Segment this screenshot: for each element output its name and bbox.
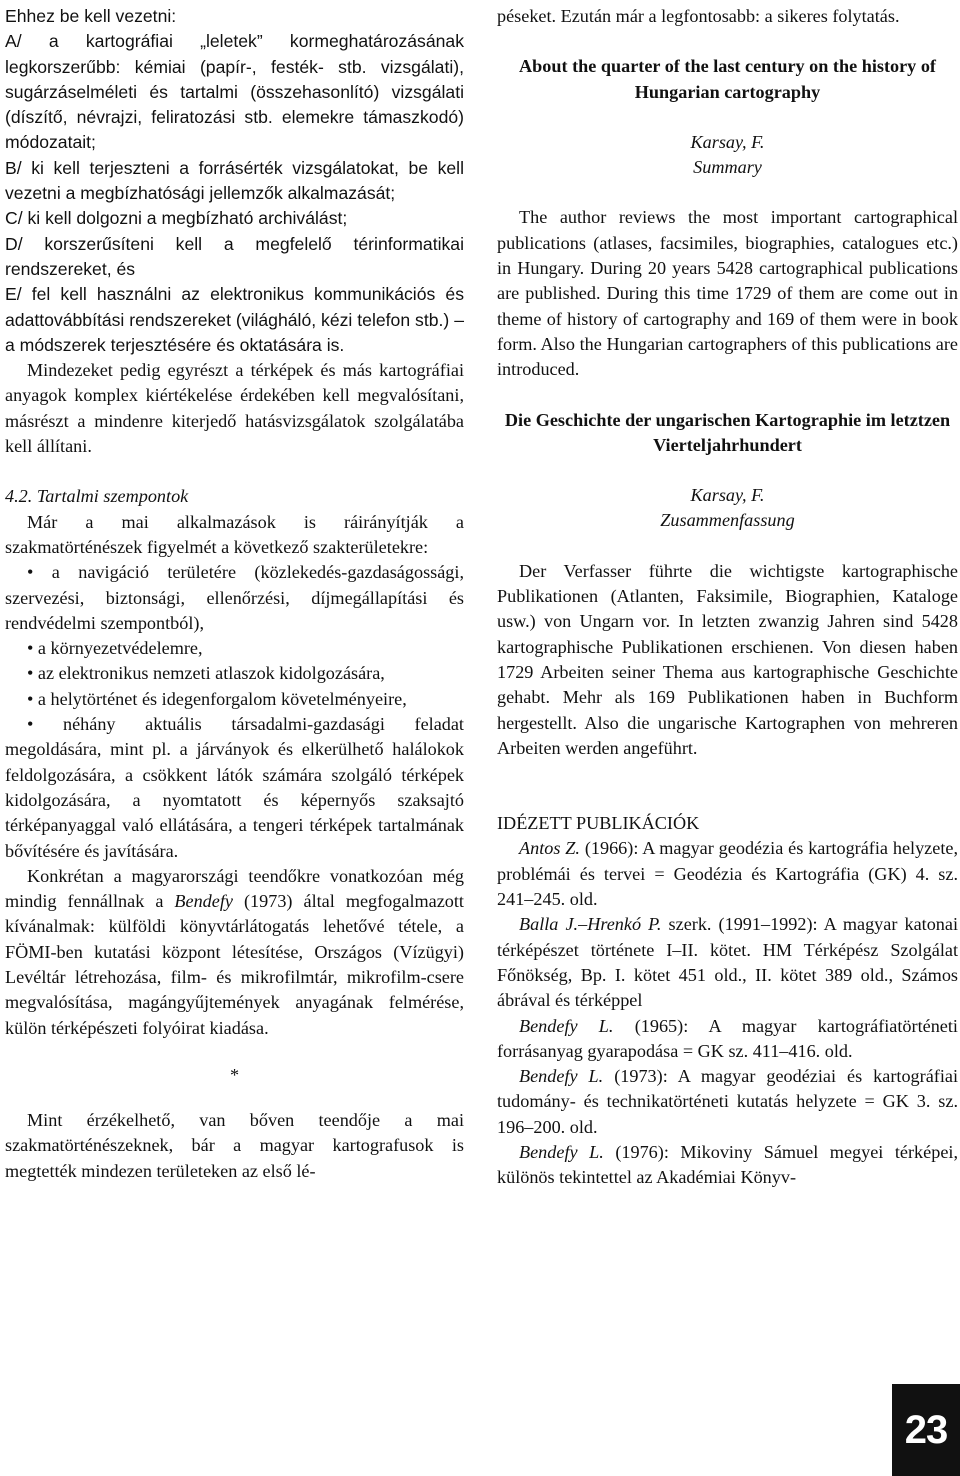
- summary-de-author: Karsay, F.: [690, 485, 765, 506]
- reference-text: (1965): A magyar kartográfiatörténeti forrásanyag gyarapodása = GK sz. 411–416. old.: [497, 1015, 958, 1061]
- requirements-block: [5, 4, 464, 358]
- references-heading: IDÉZETT PUBLIKÁCIÓK: [497, 813, 700, 834]
- paragraph-mindezeket: Mindezeket pedig egyrészt a térképek és más kartográfiai anyagok komplex kiértékelése érdekében kell megvalósítani, másrészt a mindenre kiterjedő hatásvizsgálatok szolgálatába kell állítani.: [5, 360, 464, 457]
- left-column: [5, 4, 464, 1184]
- summary-en-label: Summary: [693, 157, 762, 178]
- summary-de-text: Der Verfasser führte die wichtigste kartographische Publikationen (Atlanten, Faksimile, Biographien, Kataloge usw.) von Ungarn vor. In letzten zwanzig Jahren sind 5428 kartographische Publikationen erschienen. Von diesen haben 1729 Arbeiten seiner Thema aus kartographische Geschichte gehabt. Mehr als 169 Publikationen haben in Buchform hergestellt. Also die ungarische Kartographen von mehreren Arbeiten werden angeführt.: [497, 560, 958, 758]
- section-intro: Már a mai alkalmazások is ráirányítják a szakmatörténészek figyelmét a következő szakterületekre:: [5, 511, 464, 557]
- bullet-item: • néhány aktuális társadalmi-gazdasági feladat megoldására, mint pl. a járványok és elkerülhető halálokok feldolgozására, a csökkent látók számára szolgáló térképek kidolgozására, a nyomtatott és képernyős szaksajtó térképanyaggal való ellátására, a tengeri térképek tartalmának bővítésére és javítására.: [5, 714, 464, 861]
- reference-author: Bendefy L.: [519, 1015, 614, 1036]
- bullet-item: • a környezetvédelemre,: [27, 638, 203, 659]
- reference-author: Bendefy L.: [519, 1141, 604, 1162]
- bullet-item: • a helytörténet és idegenforgalom követelményeire,: [27, 688, 407, 709]
- summary-en-title: About the quarter of the last century on the history of Hungarian cartography: [519, 56, 936, 102]
- reference-item: [497, 1064, 958, 1140]
- reference-item: [497, 1014, 958, 1065]
- reference-text: (1976): Mikoviny Sámuel megyei térképei, különös tekintettel az Akadémiai Könyv-: [497, 1141, 958, 1188]
- section-separator: *: [229, 1064, 240, 1085]
- reference-author: Balla J.–Hrenkó P.: [519, 914, 662, 935]
- requirement-a: A/ a kartográfiai „leletek” kormeghatározásának legkorszerűbb: kémiai (papír-, festék- stb. vizsgálati), sugárzáselméleti és tartalmi (összehasonlító) vizsgálati (díszítő, névrajzi, feliratozási stb. elemekre támaszkodó) módozatait;: [5, 31, 464, 153]
- requirement-d: D/ korszerűsíteni kell a megfelelő térinformatikai rendszereket, és: [5, 233, 464, 279]
- reference-author: Antos Z.: [519, 838, 580, 859]
- requirement-e: E/ fel kell használni az elektronikus kommunikációs és adattovábbítási rendszereket (világháló, kézi telefon stb.) – a módszerek terjesztésére és oktatására is.: [5, 284, 464, 355]
- reference-item: [497, 836, 958, 912]
- paragraph-text: Konkrétan a magyarországi teendőkre vonatkozóan még mindig fennállnak a: [5, 865, 464, 912]
- reference-text: (1973): A magyar geodéziai és kartográfiai tudomány- és technikatörténeti kutatás helyzete = GK 3. sz. 196–200. old.: [497, 1066, 958, 1137]
- page-number-badge: 23: [892, 1384, 960, 1476]
- reference-author: Bendefy L.: [519, 1066, 604, 1087]
- reference-item: [497, 912, 958, 1013]
- reference-text: szerk. (1991–1992): A magyar katonai térképészet története I–II. kötet. HM Térképész Szolgálat Főnökség, Bp. I. kötet 451 old., II. kötet 389 old., Számos ábrával és térképpel: [497, 914, 959, 1011]
- reference-text: (1966): A magyar geodézia és kartográfia helyzete, problémái és tervei = Geodézia és Kartográfia (GK) 4. sz. 241–245. old.: [497, 838, 958, 910]
- cited-author: Bendefy: [174, 891, 233, 912]
- continuation-text: péseket. Ezután már a legfontosabb: a sikeres folytatás.: [497, 6, 900, 26]
- summary-de-title: Die Geschichte der ungarischen Kartographie im letztzen Vierteljahrhundert: [504, 409, 951, 455]
- paragraph-mint: Mint érzékelhető, van bőven teendője a mai szakmatörténészeknek, bár a magyar kartografusok is megtették mindezen területeken az első lé-: [5, 1110, 464, 1181]
- bullet-item: • az elektronikus nemzeti atlaszok kidolgozására,: [27, 663, 385, 684]
- requirements-intro: Ehhez be kell vezetni:: [5, 6, 177, 26]
- paragraph-konkretan: [5, 864, 464, 1041]
- summary-de-label: Zusammenfassung: [660, 510, 795, 531]
- summary-en-text: The author reviews the most important cartographical publications (atlases, facsimiles, biographies, catalogues etc.) in Hungary. During 20 years 5428 cartographical publications are published. During this time 1729 of them are come out in theme of history of cartography and 169 of them were in book form. Also the Hungarian cartographers of this publications are introduced.: [497, 207, 958, 380]
- right-column: [497, 4, 958, 1191]
- section-heading: 4.2. Tartalmi szempontok: [5, 486, 189, 507]
- bullet-item: • a navigáció területére (közlekedés-gazdaságossági, szervezési, biztonsági, ellenőrzési, díjmegállapítási és rendvédelmi szempontból),: [5, 562, 464, 633]
- reference-item: [497, 1140, 958, 1191]
- summary-en-author: Karsay, F.: [690, 131, 765, 152]
- paragraph-text: (1973) által megfogalmazott kívánalmak: külföldi könyvtárlátogatás lehetővé tétele, a FÖMI-ben kutatási központ létesítése, Országos (Vízügyi) Levéltár létrehozása, film- és mikrofilmtár, mikrofilm-csere megvalósítása, magángyűjtemények anyagának felmérése, külön térképészeti folyóirat kiadása.: [5, 891, 464, 1038]
- requirement-b: B/ ki kell terjeszteni a forrásérték vizsgálatokat, be kell vezetni a megbízhatósági jellemzők alkalmazását;: [5, 157, 464, 204]
- requirement-c: C/ ki kell dolgozni a megbízható archiválást;: [5, 208, 348, 229]
